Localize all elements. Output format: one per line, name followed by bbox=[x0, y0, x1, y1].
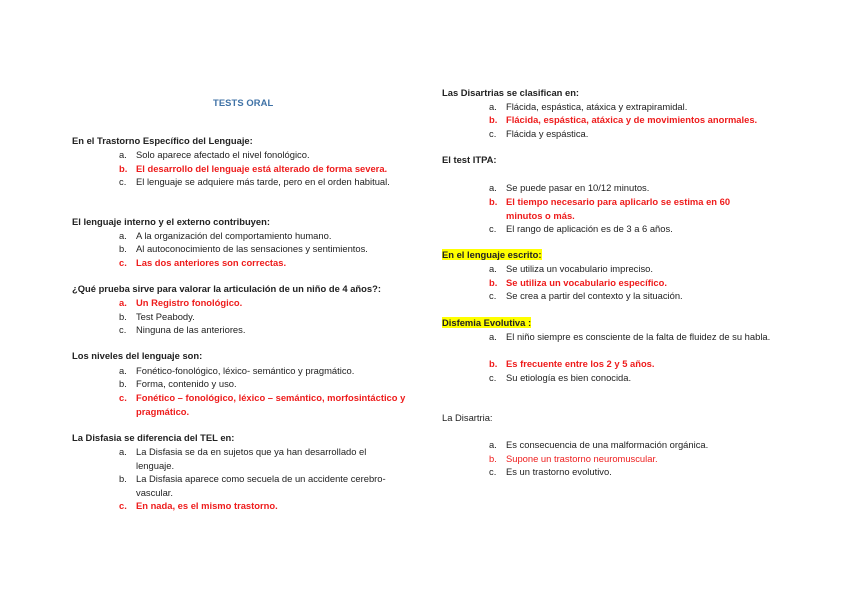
page-title: TESTS ORAL bbox=[213, 97, 274, 108]
question-7: El test ITPA: bbox=[442, 154, 497, 165]
q7-option-b: b. El tiempo necesario para aplicarlo se estima en 60 minutos o más. bbox=[489, 196, 731, 221]
question-10: La Disartria: bbox=[442, 412, 493, 423]
question-5: La Disfasia se diferencia del TEL en: bbox=[72, 432, 235, 443]
question-4: Los niveles del lenguaje son: bbox=[72, 350, 203, 361]
question-9: Disfemia Evolutiva : bbox=[442, 317, 532, 328]
q9-option-a: a. El niño siempre es consciente de la falta de fluidez de su habla. bbox=[489, 331, 771, 342]
q1-option-c: c. El lenguaje se adquiere más tarde, pero en el orden habitual. bbox=[119, 176, 390, 187]
question-6: Las Disartrias se clasifican en: bbox=[442, 87, 580, 98]
question-1: En el Trastorno Específico del Lenguaje: bbox=[72, 135, 253, 146]
question-8: En el lenguaje escrito: bbox=[442, 249, 542, 260]
q5-option-b: b. La Disfasia aparece como secuela de un accidente cerebro-vascular. bbox=[119, 473, 386, 498]
q4-option-c: c. Fonético – fonológico, léxico – semántico, morfosintáctico y pragmático. bbox=[119, 392, 406, 417]
q5-option-a: a. La Disfasia se da en sujetos que ya han desarrollado el lenguaje. bbox=[119, 446, 367, 471]
question-3: ¿Qué prueba sirve para valorar la articulación de un niño de 4 años?: bbox=[72, 283, 381, 294]
question-2: El lenguaje interno y el externo contribuyen: bbox=[72, 216, 270, 227]
